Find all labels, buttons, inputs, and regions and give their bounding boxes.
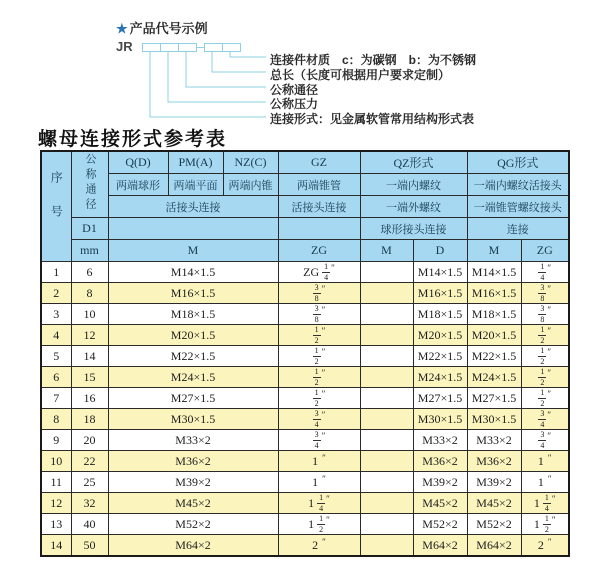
cell-qz-m xyxy=(360,325,413,346)
table-body xyxy=(41,262,569,557)
cell-qg-m: M16×1.5 xyxy=(467,283,521,304)
col-header-pma: PM(A) xyxy=(168,151,223,174)
cell-mm: 32 xyxy=(71,493,108,514)
cell-qg-zg: $\frac{1}{2}$ ″ xyxy=(521,346,569,367)
cell-gz-zg: $\frac{3}{4}$ ″ xyxy=(278,409,360,430)
table-row xyxy=(41,535,569,557)
col-header-qd: Q(D) xyxy=(108,151,168,174)
qz-d-header: D xyxy=(413,240,467,262)
cell-gz-zg: 1 $\frac{1}{2}$ ″ xyxy=(278,514,360,535)
code-box-1 xyxy=(142,43,161,52)
cell-mm: 12 xyxy=(71,325,108,346)
cell-qz-m xyxy=(360,283,413,304)
cell-qz-d: M64×2 xyxy=(413,535,467,557)
cell-index: 8 xyxy=(41,409,71,430)
empty-header-cell xyxy=(108,218,278,240)
cell-index: 10 xyxy=(41,451,71,472)
cell-mm: 8 xyxy=(71,283,108,304)
table-row xyxy=(41,493,569,514)
cell-qz-d: M18×1.5 xyxy=(413,304,467,325)
cell-m: M36×2 xyxy=(108,451,278,472)
code-box-5 xyxy=(222,43,241,52)
table-row xyxy=(41,409,569,430)
col-header-qz-form: QZ形式 xyxy=(360,151,467,174)
cell-m: M22×1.5 xyxy=(108,346,278,367)
cell-qg-zg: $\frac{3}{4}$ ″ xyxy=(521,409,569,430)
desc-qz-2: 一端外螺纹 xyxy=(360,196,467,218)
m-header: M xyxy=(108,240,278,262)
diagram-title: 产品代号示例 xyxy=(129,21,208,36)
cell-index: 2 xyxy=(41,283,71,304)
cell-qz-m xyxy=(360,451,413,472)
cell-gz-zg: 1 ″ xyxy=(278,451,360,472)
cell-index: 6 xyxy=(41,367,71,388)
cell-mm: 10 xyxy=(71,304,108,325)
cell-mm: 25 xyxy=(71,472,108,493)
cell-qz-d: M52×2 xyxy=(413,514,467,535)
desc-qd: 两端球形 xyxy=(108,174,168,196)
col-header-nominal-diameter: 公称通径 xyxy=(71,151,108,218)
cell-index: 14 xyxy=(41,535,71,557)
cell-index: 7 xyxy=(41,388,71,409)
col-header-gz: GZ xyxy=(278,151,360,174)
union-connection-header: 活接头连接 xyxy=(108,196,278,218)
cell-qg-zg: 1 ″ xyxy=(521,451,569,472)
qg-connection-header: 连接 xyxy=(467,218,569,240)
cell-gz-zg: 2 ″ xyxy=(278,535,360,557)
table-header xyxy=(41,151,569,262)
cell-qg-zg: $\frac{1}{2}$ ″ xyxy=(521,367,569,388)
cell-gz-zg: $\frac{1}{2}$ ″ xyxy=(278,367,360,388)
qz-m-header: M xyxy=(360,240,413,262)
cell-qz-m xyxy=(360,304,413,325)
cell-qg-m: M27×1.5 xyxy=(467,388,521,409)
cell-gz-zg: $\frac{3}{8}$ ″ xyxy=(278,304,360,325)
table-row xyxy=(41,451,569,472)
qg-m-header: M xyxy=(467,240,521,262)
cell-mm: 16 xyxy=(71,388,108,409)
code-dash xyxy=(197,47,204,48)
cell-mm: 40 xyxy=(71,514,108,535)
label-total-length: 总长（长度可根据用户要求定制） xyxy=(270,68,451,82)
cell-qg-m: M39×2 xyxy=(467,472,521,493)
desc-qz-1: 一端内螺纹 xyxy=(360,174,467,196)
cell-m: M64×2 xyxy=(108,535,278,557)
cell-qg-zg: 2 ″ xyxy=(521,535,569,557)
cell-index: 12 xyxy=(41,493,71,514)
table-row xyxy=(41,430,569,451)
cell-qz-m xyxy=(360,535,413,557)
cell-m: M20×1.5 xyxy=(108,325,278,346)
cell-qz-d: M30×1.5 xyxy=(413,409,467,430)
desc-qg-2: 一端锥管螺纹接头 xyxy=(467,196,569,218)
table-row xyxy=(41,472,569,493)
cell-index: 11 xyxy=(41,472,71,493)
cell-mm: 50 xyxy=(71,535,108,557)
qz-connection-header: 球形接头连接 xyxy=(360,218,467,240)
diagram-heading xyxy=(116,18,208,37)
cell-gz-zg: $\frac{3}{4}$ ″ xyxy=(278,430,360,451)
cell-qz-m xyxy=(360,409,413,430)
cell-qz-m xyxy=(360,472,413,493)
cell-qz-d: M20×1.5 xyxy=(413,325,467,346)
cell-m: M16×1.5 xyxy=(108,283,278,304)
cell-qz-d: M22×1.5 xyxy=(413,346,467,367)
cell-gz-zg: $\frac{1}{2}$ ″ xyxy=(278,388,360,409)
cell-index: 4 xyxy=(41,325,71,346)
cell-m: M52×2 xyxy=(108,514,278,535)
cell-qg-zg: $\frac{1}{2}$ ″ xyxy=(521,388,569,409)
cell-qz-d: M27×1.5 xyxy=(413,388,467,409)
cell-index: 9 xyxy=(41,430,71,451)
code-box-3 xyxy=(178,43,197,52)
label-connector-material: 连接件材质 c：为碳钢 b：为不锈钢 xyxy=(270,53,477,67)
cell-mm: 14 xyxy=(71,346,108,367)
cell-gz-zg: 1 $\frac{1}{4}$ ″ xyxy=(278,493,360,514)
cell-qg-zg: 1 ″ xyxy=(521,472,569,493)
cell-qg-zg: 1 $\frac{1}{2}$ ″ xyxy=(521,514,569,535)
cell-qz-d: M14×1.5 xyxy=(413,262,467,283)
cell-m: M27×1.5 xyxy=(108,388,278,409)
cell-qg-m: M36×2 xyxy=(467,451,521,472)
cell-qg-m: M33×2 xyxy=(467,430,521,451)
cell-m: M14×1.5 xyxy=(108,262,278,283)
table-row xyxy=(41,283,569,304)
label-nominal-pressure: 公称压力 xyxy=(270,97,319,111)
cell-qz-m xyxy=(360,514,413,535)
cell-qg-m: M30×1.5 xyxy=(467,409,521,430)
cell-qg-m: M22×1.5 xyxy=(467,346,521,367)
cell-qz-m xyxy=(360,367,413,388)
cell-mm: 20 xyxy=(71,430,108,451)
cell-mm: 15 xyxy=(71,367,108,388)
cell-qz-d: M36×2 xyxy=(413,451,467,472)
cell-m: M33×2 xyxy=(108,430,278,451)
cell-gz-zg: $\frac{1}{2}$ ″ xyxy=(278,346,360,367)
gz-connection-header: 活接头连接 xyxy=(278,196,360,218)
cell-index: 3 xyxy=(41,304,71,325)
code-prefix: JR xyxy=(116,39,133,54)
cell-m: M30×1.5 xyxy=(108,409,278,430)
table-row xyxy=(41,367,569,388)
cell-gz-zg: ZG $\frac{1}{4}$ ″ xyxy=(278,262,360,283)
cell-qg-zg: $\frac{3}{8}$ ″ xyxy=(521,304,569,325)
cell-qg-m: M45×2 xyxy=(467,493,521,514)
cell-mm: 22 xyxy=(71,451,108,472)
star-icon: ★ xyxy=(116,21,128,36)
cell-qg-m: M20×1.5 xyxy=(467,325,521,346)
cell-qg-m: M52×2 xyxy=(467,514,521,535)
qg-zg-header: ZG xyxy=(521,240,569,262)
table-title: 螺母连接形式参考表 xyxy=(38,128,228,150)
cell-qg-zg: $\frac{1}{4}$ ″ xyxy=(521,262,569,283)
cell-qg-m: M14×1.5 xyxy=(467,262,521,283)
cell-gz-zg: $\frac{3}{8}$ ″ xyxy=(278,283,360,304)
cell-qg-m: M18×1.5 xyxy=(467,304,521,325)
table-row xyxy=(41,346,569,367)
desc-gz: 两端锥管 xyxy=(278,174,360,196)
desc-nzc: 两端内锥 xyxy=(223,174,278,196)
cell-gz-zg: $\frac{1}{2}$ ″ xyxy=(278,325,360,346)
cell-qz-d: M16×1.5 xyxy=(413,283,467,304)
label-connection-form: 连接形式：见金属软管常用结构形式表 xyxy=(270,112,475,126)
cell-qz-m xyxy=(360,346,413,367)
table-row xyxy=(41,514,569,535)
cell-index: 5 xyxy=(41,346,71,367)
cell-qz-m xyxy=(360,388,413,409)
table-row xyxy=(41,388,569,409)
cell-qz-m xyxy=(360,262,413,283)
cell-index: 13 xyxy=(41,514,71,535)
cell-qz-m xyxy=(360,430,413,451)
cell-qg-zg: $\frac{1}{2}$ ″ xyxy=(521,325,569,346)
cell-index: 1 xyxy=(41,262,71,283)
cell-m: M45×2 xyxy=(108,493,278,514)
label-nominal-diameter: 公称通径 xyxy=(270,83,319,97)
code-box-4 xyxy=(204,43,223,52)
empty-header-cell xyxy=(278,218,360,240)
cell-m: M39×2 xyxy=(108,472,278,493)
cell-qz-d: M24×1.5 xyxy=(413,367,467,388)
table-row xyxy=(41,325,569,346)
cell-qz-d: M33×2 xyxy=(413,430,467,451)
table-row xyxy=(41,262,569,283)
cell-qz-m xyxy=(360,493,413,514)
cell-mm: 6 xyxy=(71,262,108,283)
cell-qg-m: M64×2 xyxy=(467,535,521,557)
cell-qg-zg: 1 $\frac{1}{4}$ ″ xyxy=(521,493,569,514)
cell-qg-m: M24×1.5 xyxy=(467,367,521,388)
code-box-2 xyxy=(160,43,179,52)
col-header-qg-form: QG形式 xyxy=(467,151,569,174)
nut-connection-reference-table xyxy=(40,150,570,557)
cell-m: M18×1.5 xyxy=(108,304,278,325)
cell-mm: 18 xyxy=(71,409,108,430)
cell-m: M24×1.5 xyxy=(108,367,278,388)
mm-header: mm xyxy=(71,240,108,262)
d1-header: D1 xyxy=(71,218,108,240)
table-row xyxy=(41,304,569,325)
col-header-nzc: NZ(C) xyxy=(223,151,278,174)
cell-qz-d: M45×2 xyxy=(413,493,467,514)
cell-qz-d: M39×2 xyxy=(413,472,467,493)
zg-header: ZG xyxy=(278,240,360,262)
desc-pma: 两端平面 xyxy=(168,174,223,196)
cell-qg-zg: $\frac{3}{8}$ ″ xyxy=(521,283,569,304)
cell-qg-zg: $\frac{3}{4}$ ″ xyxy=(521,430,569,451)
col-header-index: 序号 xyxy=(41,151,71,262)
cell-gz-zg: 1 ″ xyxy=(278,472,360,493)
product-code-diagram xyxy=(0,0,600,128)
desc-qg-1: 一端内螺纹活接头 xyxy=(467,174,569,196)
